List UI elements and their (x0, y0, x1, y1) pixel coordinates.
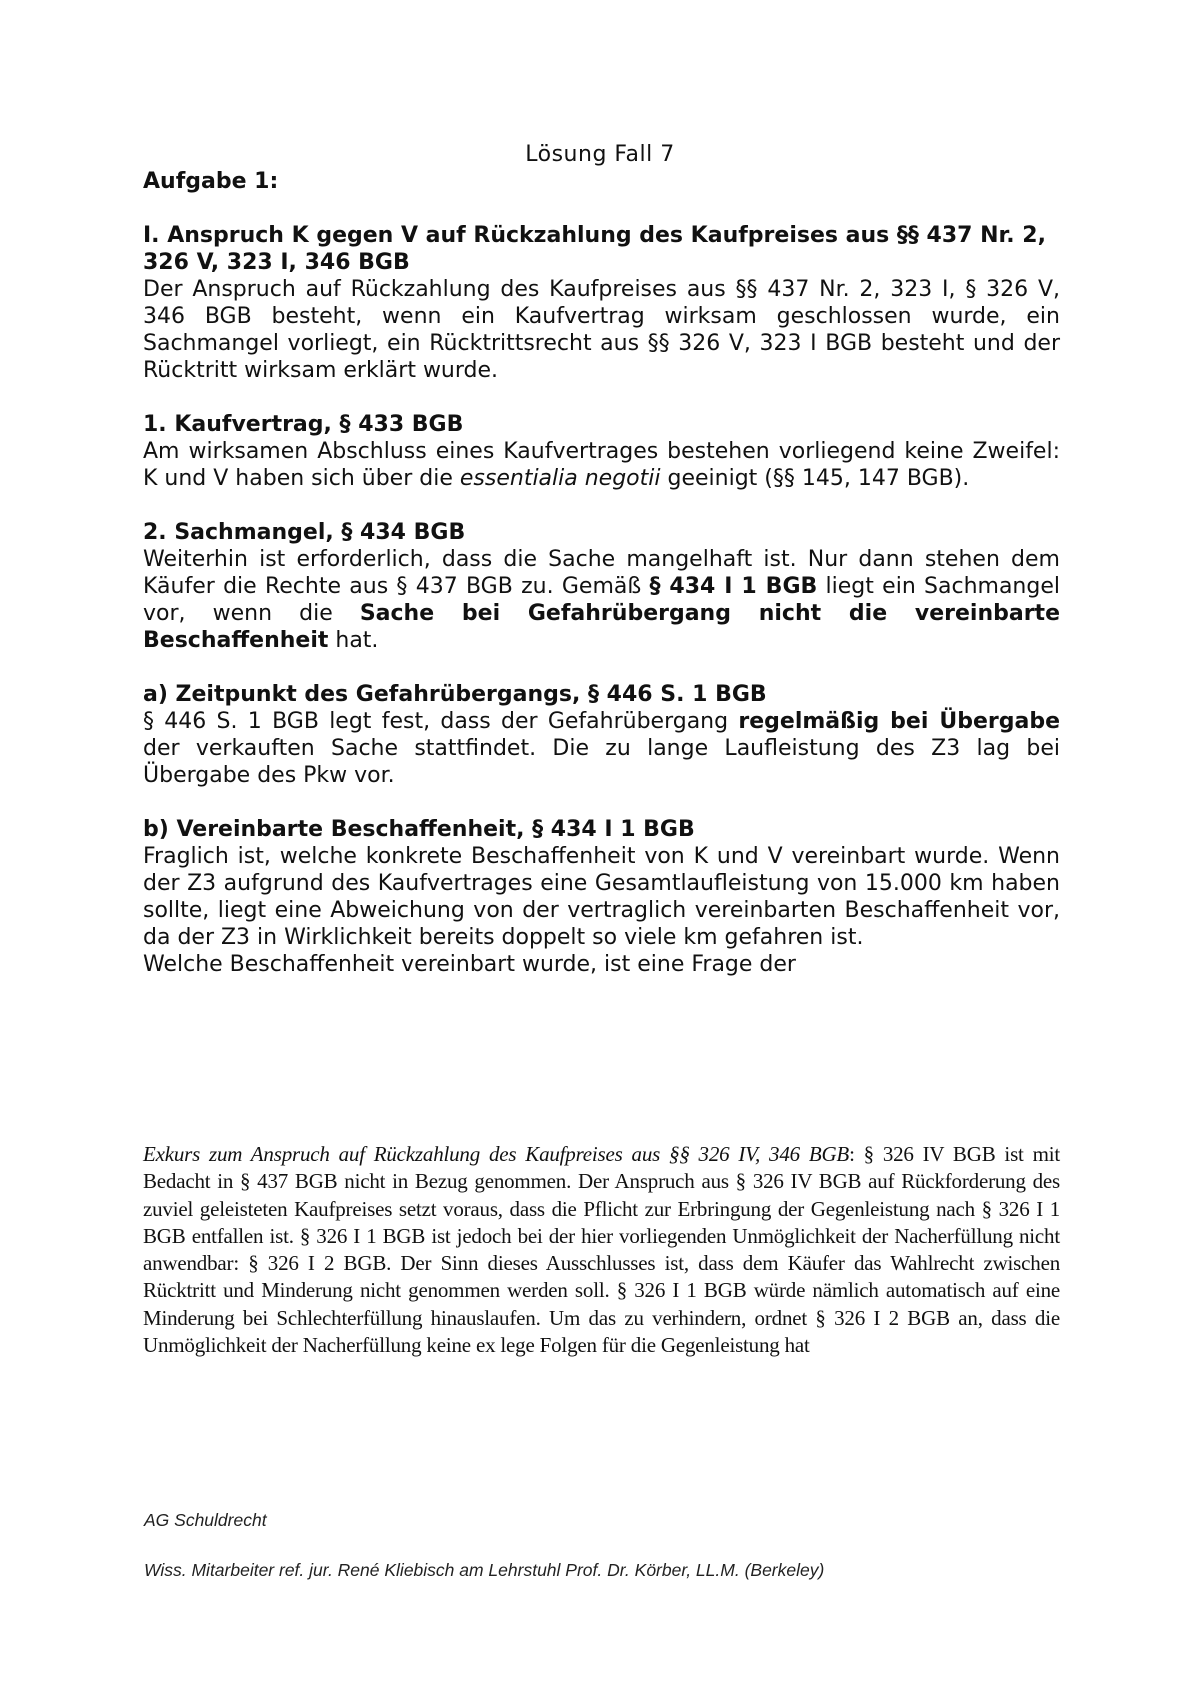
emphasis-uebergabe: regelmäßig bei Übergabe (738, 709, 1060, 734)
kaufvertrag-heading: 1. Kaufvertrag, § 433 BGB (143, 412, 464, 437)
zeitpunkt-text: § 446 S. 1 BGB legt fest, dass der Gefahrübergang regelmäßig bei Übergabe der verkauften Sache stattfindet. Die zu lange Laufleistung des Z3 lag bei Übergabe des Pkw vor. (143, 709, 1060, 788)
exkurs-title: Exkurs zum Anspruch auf Rückzahlung des Kaufpreises aus §§ 326 IV, 346 BGB (143, 1142, 850, 1166)
emphasis-paragraph: § 434 I 1 BGB (649, 574, 818, 599)
document-title: Lösung Fall 7 (525, 142, 675, 167)
exkurs-paragraph (143, 1141, 1060, 1359)
sachmangel-heading: 2. Sachmangel, § 434 BGB (143, 520, 466, 545)
essentialia-negotii-term: essentialia negotii (459, 466, 661, 491)
footer-course: AG Schuldrecht (144, 1510, 267, 1530)
kaufvertrag-text: Am wirksamen Abschluss eines Kaufvertrages bestehen vorliegend keine Zweifel: K und V haben sich über die essentialia negotii geeinigt (§§ 145, 147 BGB). (143, 439, 1060, 491)
section-1-heading: I. Anspruch K gegen V auf Rückzahlung des Kaufpreises aus §§ 437 Nr. 2, 326 V, 323 I, 346 BGB (143, 223, 1046, 275)
aufgabe-heading: Aufgabe 1: (143, 169, 279, 194)
document-body (143, 168, 1060, 978)
beschaffenheit-text: Fraglich ist, welche konkrete Beschaffenheit von K und V vereinbart wurde. Wenn der Z3 aufgrund des Kaufvertrages eine Gesamtlaufleistung von 15.000 km haben sollte, liegt eine Abweichung von der vertraglich vereinbarten Beschaffenheit vor, da der Z3 in Wirklichkeit bereits doppelt so viele km gefahren ist. (143, 844, 1060, 950)
beschaffenheit-heading: b) Vereinbarte Beschaffenheit, § 434 I 1 BGB (143, 817, 695, 842)
section-1-text: Der Anspruch auf Rückzahlung des Kaufpreises aus §§ 437 Nr. 2, 323 I, § 326 V, 346 BGB besteht, wenn ein Kaufvertrag wirksam geschlossen wurde, ein Sachmangel vorliegt, ein Rücktrittsrecht aus §§ 326 V, 323 I BGB besteht und der Rücktritt wirksam erklärt wurde. (143, 277, 1060, 383)
beschaffenheit-text-continued: Welche Beschaffenheit vereinbart wurde, ist eine Frage der (143, 952, 796, 977)
emphasis-definition: Sache bei Gefahrübergang nicht die vereinbarte Beschaffenheit (143, 601, 1060, 653)
sachmangel-text: Weiterhin ist erforderlich, dass die Sache mangelhaft ist. Nur dann stehen dem Käufer die Rechte aus § 437 BGB zu. Gemäß § 434 I 1 BGB liegt ein Sachmangel vor, wenn die Sache bei Gefahrübergang nicht die vereinbarte Beschaffenheit hat. (143, 547, 1060, 653)
zeitpunkt-heading: a) Zeitpunkt des Gefahrübergangs, § 446 S. 1 BGB (143, 682, 767, 707)
footer-author: Wiss. Mitarbeiter ref. jur. René Kliebisch am Lehrstuhl Prof. Dr. Körber, LL.M. (Berkeley) (144, 1560, 825, 1580)
exkurs-text: : § 326 IV BGB ist mit Bedacht in § 437 BGB nicht in Bezug genommen. Der Anspruch aus § 326 IV BGB auf Rückforderung des zuviel geleisteten Kaufpreises setzt voraus, dass die Pflicht zur Erbringung der Gegenleistung nach § 326 I 1 BGB entfallen ist. § 326 I 1 BGB ist jedoch bei der hier vorliegenden Unmöglichkeit der Nacherfüllung nicht anwendbar: § 326 I 2 BGB. Der Sinn dieses Ausschlusses ist, dass dem Käufer das Wahlrecht zwischen Rücktritt und Minderung nicht genommen werden soll. § 326 I 1 BGB würde nämlich automatisch auf eine Minderung bei Schlechterfüllung hinauslaufen. Um das zu verhindern, ordnet § 326 I 2 BGB an, dass die Unmöglichkeit der Nacherfüllung keine ex lege Folgen für die Gegenleistung hat (143, 1142, 1060, 1358)
